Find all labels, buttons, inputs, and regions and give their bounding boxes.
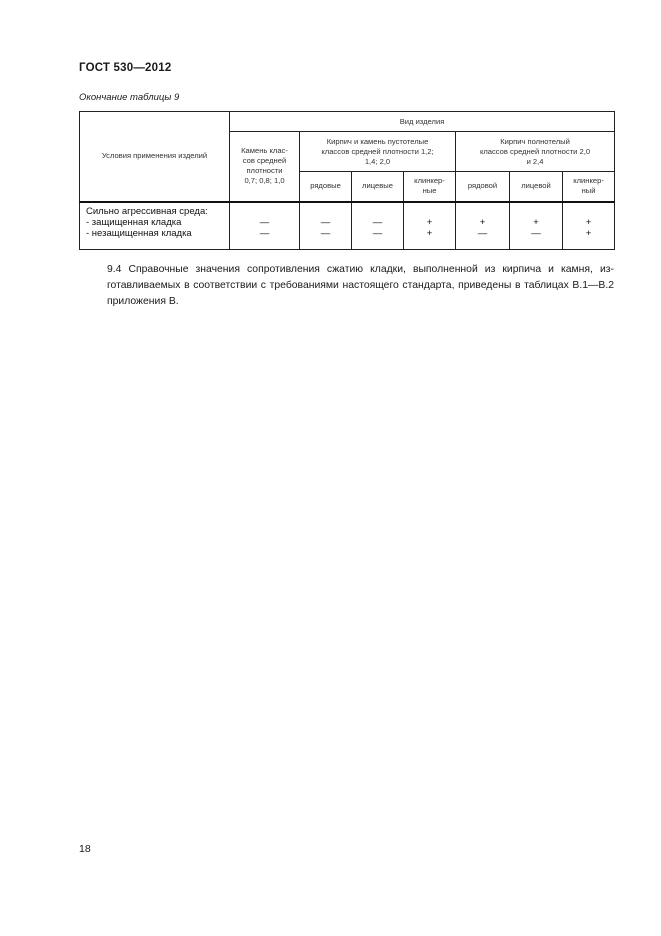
cell-value: — — <box>300 202 352 250</box>
cell-value: + + <box>563 202 615 250</box>
header-conditions: Условия применения изделий <box>80 112 230 202</box>
paragraph-9-4 <box>79 262 614 310</box>
cell-value: + + <box>404 202 456 250</box>
header-hollow-clinker: клинкер- ные <box>404 172 456 202</box>
header-hollow-ordinary: рядовые <box>300 172 352 202</box>
table-9 <box>79 111 614 250</box>
cell-value: — — <box>230 202 300 250</box>
table-row <box>80 202 615 250</box>
header-solid-brick: Кирпич полнотелый классов средней плотности 2,0 и 2,4 <box>456 132 615 172</box>
cell-value: + — <box>456 202 510 250</box>
header-solid-ordinary: рядовой <box>456 172 510 202</box>
header-solid-clinker: клинкер- ный <box>563 172 615 202</box>
header-solid-facing: лицевой <box>510 172 563 202</box>
page-number: 18 <box>79 843 91 855</box>
header-hollow-brick: Кирпич и камень пустотелые классов средней плотности 1,2; 1,4; 2,0 <box>300 132 456 172</box>
cell-value: + — <box>510 202 563 250</box>
row-condition: Сильно агрессивная среда: - защищенная кладка - незащищенная кладка <box>80 202 230 250</box>
header-product-type: Вид изделия <box>230 112 615 132</box>
header-hollow-facing: лицевые <box>352 172 404 202</box>
paragraph-text: 9.4 Справочные значения сопротивления сжатию кладки, выполненной из кирпича и камня, из-готавливаемых в соответствии с требованиями настоящего стандарта, приведены в таблицах В.1—В.2 приложения В. <box>107 264 614 307</box>
cell-value: — — <box>352 202 404 250</box>
document-header: ГОСТ 530—2012 <box>79 62 172 74</box>
header-stone: Камень клас- сов средней плотности 0,7; 0,8; 1,0 <box>230 132 300 202</box>
table-caption: Окончание таблицы 9 <box>79 92 180 103</box>
